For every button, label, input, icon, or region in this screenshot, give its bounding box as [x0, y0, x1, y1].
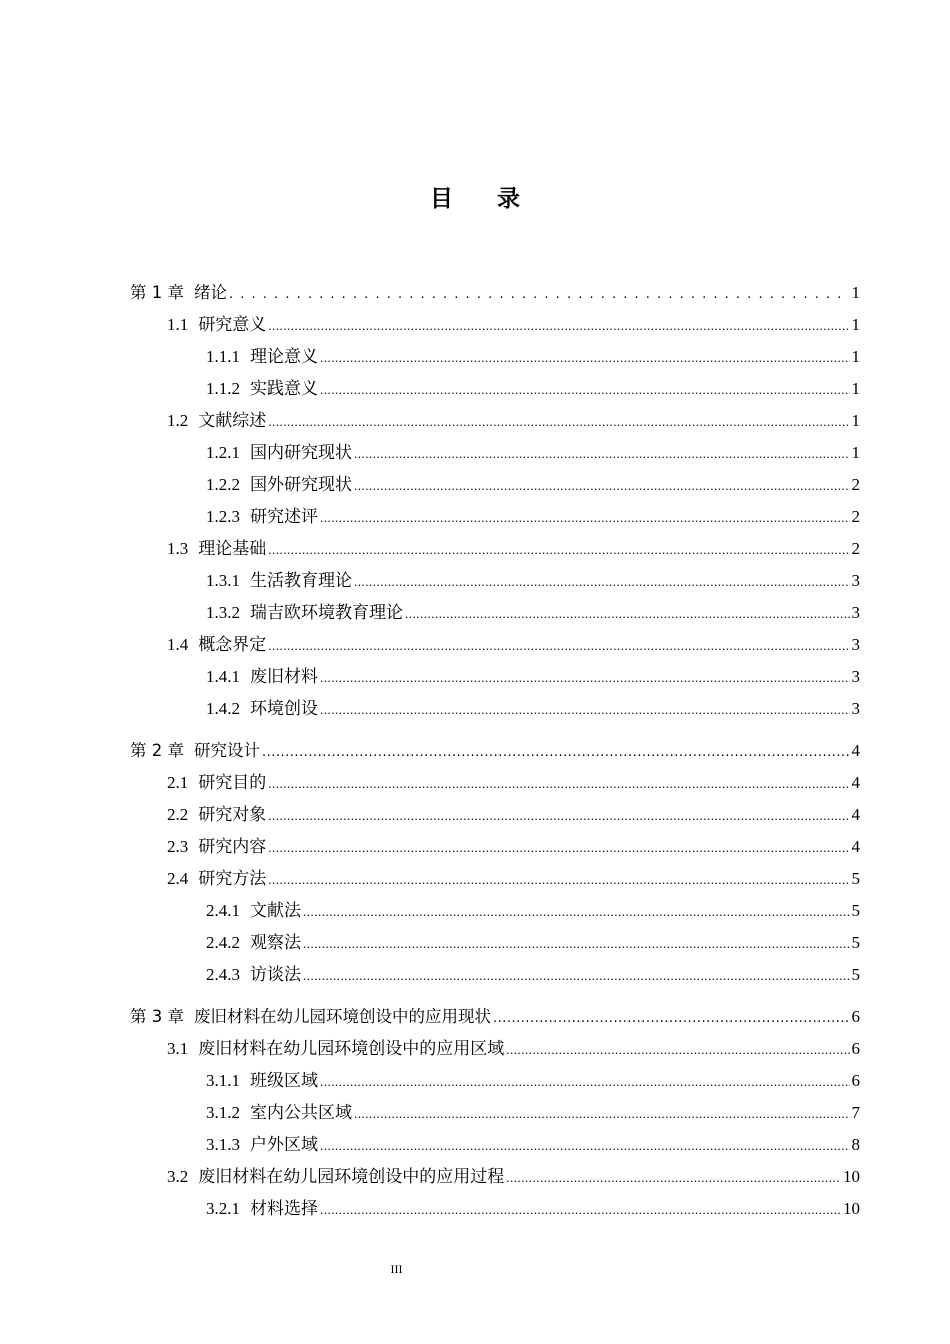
toc-entry-label: 瑞吉欧环境教育理论	[250, 603, 403, 622]
toc-subsection-entry[interactable]	[130, 377, 860, 409]
toc-entry-number: 1.1.2	[206, 379, 240, 398]
toc-entry-page: 6	[851, 1007, 860, 1026]
toc-entry-number: 1.4.2	[206, 699, 240, 718]
toc-entry-page: 3	[851, 635, 860, 654]
toc-title-char-1: 目	[430, 186, 453, 212]
toc-dot-leader	[229, 283, 850, 307]
toc-entry-number: 2.4	[167, 869, 189, 888]
toc-dot-leader	[262, 741, 850, 765]
toc-entry-label: 绪论	[194, 283, 227, 302]
toc-entry-page: 1	[851, 283, 860, 302]
toc-dot-leader	[268, 538, 849, 562]
toc-entry-number: 3.1.2	[206, 1103, 240, 1122]
toc-entry-number: 3.1.1	[206, 1071, 240, 1090]
toc-entry-number: 1.3.2	[206, 603, 240, 622]
toc-subsection-entry[interactable]	[130, 473, 860, 505]
toc-section-entry[interactable]	[130, 409, 860, 441]
toc-entry-page: 5	[851, 901, 860, 920]
toc-entry-number: 1.1.1	[206, 347, 240, 366]
toc-dot-leader	[268, 634, 849, 658]
toc-entry-page: 3	[851, 603, 860, 622]
toc-entry-label: 实践意义	[250, 379, 318, 398]
toc-subsection-entry[interactable]	[130, 931, 860, 963]
toc-entry-label: 概念界定	[198, 635, 267, 654]
toc-entry-page: 4	[851, 837, 860, 856]
toc-section-entry[interactable]	[130, 835, 860, 867]
toc-entry-number: 2.3	[167, 837, 189, 856]
toc-dot-leader	[303, 900, 850, 924]
toc-title	[0, 180, 950, 213]
toc-dot-leader	[268, 836, 849, 860]
toc-entry-label: 废旧材料在幼儿园环境创设中的应用过程	[198, 1167, 505, 1186]
toc-subsection-entry[interactable]	[130, 1133, 860, 1165]
toc-entry-page: 10	[843, 1199, 860, 1218]
toc-dot-leader	[303, 932, 850, 956]
toc-entry-number: 第 3 章	[130, 1007, 184, 1026]
toc-dot-leader	[320, 506, 850, 530]
toc-dot-leader	[405, 602, 850, 626]
toc-section-entry[interactable]	[130, 803, 860, 835]
toc-section-entry[interactable]	[130, 633, 860, 665]
toc-entry-page: 4	[851, 773, 860, 792]
toc-entry-page: 2	[851, 475, 860, 494]
toc-section-entry[interactable]	[130, 867, 860, 899]
toc-entry-number: 2.2	[167, 805, 189, 824]
toc-entry-number: 第 1 章	[130, 283, 184, 302]
toc-entry-label: 废旧材料在幼儿园环境创设中的应用区域	[198, 1039, 505, 1058]
toc-chapter-entry[interactable]	[130, 281, 860, 313]
toc-entry-number: 2.4.1	[206, 901, 240, 920]
toc-subsection-entry[interactable]	[130, 899, 860, 931]
toc-dot-leader	[320, 346, 850, 370]
toc-dot-leader	[506, 1166, 841, 1190]
toc-entry-number: 1.2.3	[206, 507, 240, 526]
toc-entry-label: 文献综述	[198, 411, 267, 430]
toc-subsection-entry[interactable]	[130, 569, 860, 601]
toc-dot-leader	[354, 474, 850, 498]
toc-entry-page: 4	[851, 741, 860, 760]
toc-entry-page: 1	[851, 379, 860, 398]
toc-entry-number: 2.4.3	[206, 965, 240, 984]
toc-dot-leader	[506, 1038, 849, 1062]
toc-chapter-entry[interactable]	[130, 739, 860, 771]
toc-entry-number: 1.1	[167, 315, 189, 334]
toc-entry-label: 理论意义	[250, 347, 318, 366]
toc-entry-number: 1.3.1	[206, 571, 240, 590]
toc-section-entry[interactable]	[130, 313, 860, 345]
toc-entry-page: 1	[851, 347, 860, 366]
toc-entry-label: 班级区域	[250, 1071, 318, 1090]
toc-title-char-2: 录	[497, 186, 520, 212]
toc-entry-label: 研究对象	[198, 805, 267, 824]
toc-dot-leader	[354, 442, 850, 466]
toc-entry-label: 国内研究现状	[250, 443, 352, 462]
toc-subsection-entry[interactable]	[130, 1197, 860, 1229]
toc-dot-leader	[320, 378, 850, 402]
toc-dot-leader	[303, 964, 850, 988]
toc-entry-number: 1.3	[167, 539, 189, 558]
toc-entry-number: 第 2 章	[130, 741, 184, 760]
toc-entry-label: 研究方法	[198, 869, 267, 888]
toc-chapter-entry[interactable]	[130, 1005, 860, 1037]
toc-dot-leader	[268, 804, 849, 828]
toc-entry-page: 7	[851, 1103, 860, 1122]
toc-dot-leader	[268, 314, 849, 338]
toc-entry-page: 1	[851, 443, 860, 462]
toc-dot-leader	[268, 410, 849, 434]
toc-section-entry[interactable]	[130, 537, 860, 569]
toc-entry-label: 环境创设	[250, 699, 318, 718]
toc-entry-label: 室内公共区域	[250, 1103, 352, 1122]
toc-dot-leader	[320, 1134, 850, 1158]
toc-entry-label: 研究目的	[198, 773, 267, 792]
toc-entry-label: 研究内容	[198, 837, 267, 856]
toc-entry-label: 观察法	[250, 933, 301, 952]
toc-entry-page: 4	[851, 805, 860, 824]
toc-entry-label: 研究述评	[250, 507, 318, 526]
toc-entry-page: 5	[851, 933, 860, 952]
toc-section-entry[interactable]	[130, 1165, 860, 1197]
toc-subsection-entry[interactable]	[130, 963, 860, 995]
toc-subsection-entry[interactable]	[130, 345, 860, 377]
toc-entry-page: 2	[851, 507, 860, 526]
toc-dot-leader	[354, 570, 850, 594]
toc-dot-leader	[354, 1102, 850, 1126]
toc-section-entry[interactable]	[130, 1037, 860, 1069]
toc-entry-label: 理论基础	[198, 539, 267, 558]
toc-entry-number: 2.4.2	[206, 933, 240, 952]
toc-entry-number: 1.2.1	[206, 443, 240, 462]
toc-entry-page: 10	[843, 1167, 860, 1186]
toc-entry-number: 3.2.1	[206, 1199, 240, 1218]
toc-entry-label: 废旧材料	[250, 667, 318, 686]
toc-entry-page: 5	[851, 965, 860, 984]
toc-entry-number: 1.2.2	[206, 475, 240, 494]
toc-subsection-entry[interactable]	[130, 601, 860, 633]
page-number-footer: III	[390, 1262, 403, 1276]
toc-dot-leader	[268, 868, 849, 892]
toc-entry-page: 2	[851, 539, 860, 558]
toc-subsection-entry[interactable]	[130, 1101, 860, 1133]
toc-dot-leader	[320, 666, 850, 690]
toc-entry-page: 8	[851, 1135, 860, 1154]
toc-entry-label: 访谈法	[250, 965, 301, 984]
toc-entry-page: 6	[851, 1039, 860, 1058]
toc-subsection-entry[interactable]	[130, 441, 860, 473]
toc-entry-label: 研究设计	[194, 741, 260, 760]
table-of-contents	[130, 281, 860, 1229]
toc-entry-page: 3	[851, 699, 860, 718]
toc-entry-number: 1.4.1	[206, 667, 240, 686]
toc-entry-page: 6	[851, 1071, 860, 1090]
toc-entry-page: 3	[851, 667, 860, 686]
toc-entry-number: 3.2	[167, 1167, 189, 1186]
toc-section-entry[interactable]	[130, 771, 860, 803]
toc-dot-leader	[320, 1198, 841, 1222]
toc-entry-page: 5	[851, 869, 860, 888]
toc-entry-label: 研究意义	[198, 315, 267, 334]
toc-entry-label: 废旧材料在幼儿园环境创设中的应用现状	[194, 1007, 491, 1026]
toc-entry-number: 3.1	[167, 1039, 189, 1058]
toc-entry-page: 3	[851, 571, 860, 590]
toc-entry-page: 1	[851, 411, 860, 430]
toc-entry-number: 3.1.3	[206, 1135, 240, 1154]
toc-subsection-entry[interactable]	[130, 697, 860, 729]
toc-dot-leader	[320, 1070, 850, 1094]
toc-entry-number: 1.4	[167, 635, 189, 654]
toc-entry-page: 1	[851, 315, 860, 334]
toc-subsection-entry[interactable]	[130, 1069, 860, 1101]
toc-dot-leader	[268, 772, 849, 796]
toc-entry-label: 材料选择	[250, 1199, 318, 1218]
toc-entry-label: 户外区域	[250, 1135, 318, 1154]
toc-dot-leader	[493, 1007, 850, 1031]
toc-entry-label: 文献法	[250, 901, 301, 920]
toc-subsection-entry[interactable]	[130, 665, 860, 697]
toc-dot-leader	[320, 698, 850, 722]
toc-entry-label: 生活教育理论	[250, 571, 352, 590]
toc-entry-label: 国外研究现状	[250, 475, 352, 494]
toc-entry-number: 1.2	[167, 411, 189, 430]
toc-subsection-entry[interactable]	[130, 505, 860, 537]
toc-entry-number: 2.1	[167, 773, 189, 792]
